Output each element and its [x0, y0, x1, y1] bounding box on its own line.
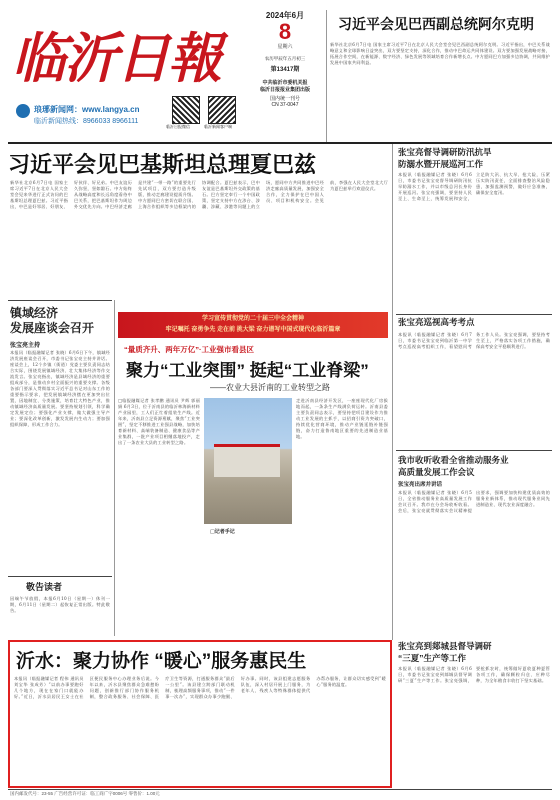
- notice-body: 因端午节放假，本报6月10日（星期一）休刊一期，6月11日（星期二）起恢复正常出版。特此敬告。: [10, 596, 110, 613]
- rule-under-masthead: [8, 142, 552, 144]
- right-story-3-sub: 张宝亮出席并讲话: [398, 482, 443, 488]
- footer-text: 国内邮发代号：23-55 广告经营许可证：临工商广字0006号 零售价：1.00元: [10, 791, 160, 796]
- masthead-divider: [326, 10, 327, 142]
- bottom-story-body: 本报讯（临报融媒记者 程伟 通讯员 刘宝华 张成芳）“以前办事要跑好几个地方，现在在家门口就能办好。”近日，沂水县居民王女士在社区便民服务中心办理业务后说。今年以来，沂水县聚焦群众急难愁盼问题，创新推行部门协作服务机制，整合政务服务、社会保障、医疗卫生等资源，打通服务群众“最后一公里”。该县建立跨部门联动机制，梳理高频服务事项，推动“一件事一次办”，实现群众办事少跑腿、好办事。同时，该县组建志愿服务队伍，深入村居开展上门服务，为老年人、残疾人等特殊群体提供代办帮办服务，让群众切实感受到“暖心”服务的温度。: [14, 676, 386, 699]
- center-divider-left: [114, 300, 115, 636]
- website-label[interactable]: 琅琊新闻网：www.langya.cn: [34, 105, 140, 114]
- weekday: 星期六: [277, 44, 293, 50]
- qr-label-app: 临沂新闻客户端: [204, 124, 232, 129]
- right-story-4-title[interactable]: 张宝亮到郯城县督导调研 “三夏”生产等工作: [398, 641, 492, 663]
- right-divider: [392, 144, 393, 640]
- center-story-left: □临报融媒记者 张孝鹏 通讯员 尹辉 郭丽娟 6月3日，位于沂南县的临沂林海新材料产业园里，工人们正忙着组装生产线。近年来，沂南县立足资源禀赋，聚焦“工业突围”，坚定不移推进工业强县战略，加快培育新材料、高端装备制造、健康食品等产业集群，一批产业项目相继落地投产，走出了一条农业大县的工业转型之路。: [118, 398, 200, 445]
- center-photo: [204, 398, 292, 524]
- rule-right-3: [396, 450, 552, 451]
- right-story-1-title[interactable]: 张宝亮督导调研防汛抗旱 防溺水暨开展巡河工作: [398, 147, 492, 169]
- right-story-2-body: 本报讯（临报融媒记者 张晓）6月7日，市委书记张宝亮到临沂第一中学考点巡视高考组织工作，看望慰问考务工作人员。张宝亮强调，要坚持考生至上，严格落实各项工作措施，确保高考安全平稳顺利进行。: [398, 332, 550, 349]
- qr-code-app: [208, 96, 236, 124]
- left-story-body: 本报讯（临报融媒记者 张晓）6月6日下午，镇域经济发展座谈会召开，市委书记张宝亮主持并讲话。座谈会上，12个乡镇（街道）党委主要负责同志结合实际，围绕发展镇域经济、壮大集体经济等作交流发言。张宝亮指出，镇域经济是县域经济的重要组成部分，是推动乡村全面振兴的重要支撑。各级各部门要深入贯彻落实习近平总书记对山东工作的重要指示要求，把发展镇域经济摆在更加突出位置，因地制宜、分类施策，培育壮大特色产业，推动镇域经济高质量发展。要坚持规划引领，科学确定发展定位；要强化产业支撑，做大做强主导产业；要深化改革创新，激发发展内生动力；要加强组织保障，形成工作合力。: [10, 350, 110, 427]
- qr-label-wechat: 临沂日报微信: [166, 124, 190, 129]
- globe-icon: [16, 104, 30, 118]
- date-box: [252, 10, 318, 122]
- right-story-2-title[interactable]: 张宝亮巡视高考考点: [398, 317, 475, 327]
- right-story-1-body: 本报讯（临报融媒记者 张晓）6月6日，市委书记张宝亮督导调研防汛抗旱防溺水工作，并以市级总河长身份开展巡河。张宝亮强调，要坚持人民至上、生命至上，统筹发展和安全，立足防大汛、抗大旱、抢大险，压紧压实防汛责任，全面排查整治风险隐患，加强监测预警，做好应急准备，确保安全度汛。: [398, 172, 550, 201]
- section-kicker: “量质齐升、两年万亿”·工业强市看县区: [124, 345, 254, 354]
- lunar-date: 农历甲辰年五月初三: [264, 56, 306, 61]
- date-day: 8: [278, 19, 292, 44]
- right-story-4-body: 本报讯（临报融媒记者 张晓）6月6日，市委书记张宝亮到郯城县督导调研“三夏”生产等工作。张宝亮强调，要抢抓农时，统筹做好夏收夏种夏管各项工作，确保颗粒归仓、应种尽种，为全年粮食丰收打下坚实基础。: [398, 666, 550, 683]
- main-headline[interactable]: 习近平会见巴基斯坦总理夏巴兹: [8, 152, 317, 177]
- campaign-banner: 学习宣传贯彻党的二十届三中全会精神 牢记嘱托 奋勇争先 走在前 挑大梁 奋力谱写中国式现代化临沂篇章: [118, 312, 388, 338]
- date-month: 2024年6月: [265, 11, 305, 20]
- serial-number: 第13417期: [270, 67, 300, 73]
- center-headline[interactable]: 聚力“工业突围” 挺起“工业脊梁”: [126, 361, 369, 380]
- cn-number: 国内统一刊号 CN 37-0047: [269, 96, 300, 108]
- top-story-body: 新华社北京6月7日电 国家主席习近平7日在北京人民大会堂会见巴西副总统阿尔克明。习近平指出，中巴关系战略意义和全球影响日益突出，双方要坚定支持，深化合作，推动中巴命运共同体建设。双方要加强发展战略对接，拓展合作空间，在新能源、数字经济、绿色发展等领域培育合作新增长点。中方愿同巴方加强多边协调，共同维护发展中国家共同利益。: [330, 42, 550, 65]
- photo-caption: □记者手记: [210, 529, 235, 535]
- newspaper-logo: 临沂日報: [12, 26, 220, 90]
- notice-title: 敬告读者: [26, 582, 63, 592]
- rule-notice: [8, 576, 112, 577]
- top-headline[interactable]: 习近平会见巴西副总统阿尔克明: [338, 16, 534, 32]
- main-story-body: 新华社北京6月7日电 国家主席习近平7日在北京人民大会堂会见来华进行正式访问的巴基斯坦总理夏巴兹。习近平指出，中巴是好邻居、好朋友、好伙伴、好兄弟。中巴友谊历久弥坚，坚如磐石。中方始终从战略高度和长远角度看待中巴关系，把巴基斯坦作为周边外交优先方向。中巴经济走廊是共建“一带一路”的重要先行先试项目，双方要打造升级版，推动走廊建设提质升级。中方愿同巴方密切在联合国、上海合作组织等多边框架内的协调配合。夏巴兹表示，巴中友谊是巴基斯坦外交政策的基石。巴方坚定奉行一个中国政策，坚定支持中方在涉台、涉疆、涉藏、涉港等问题上的立场，愿同中方共同推进中巴经济走廊高质量发展，加强安全合作，全力保护在巴中国人员、项目和机构安全。会见前，李强在人民大会堂北大厅为夏巴兹举行欢迎仪式。: [10, 180, 388, 209]
- hotline: 临沂新闻热线：8966033 8966111: [34, 118, 139, 125]
- qr-code-wechat: [172, 96, 200, 124]
- center-subhead: ——农业大县沂南的工业转型之路: [210, 383, 330, 392]
- rule-left-story: [8, 300, 112, 301]
- photo-building: [214, 444, 280, 477]
- left-story-sub: 张宝亮主持: [10, 342, 41, 349]
- footer-rule: [8, 789, 552, 790]
- publisher: 中共临沂市委机关报 临沂日报报业集团出版: [259, 80, 310, 93]
- left-story-title[interactable]: 镇域经济 发展座谈会召开: [10, 306, 95, 335]
- bottom-headline[interactable]: 沂水：聚力协作 “暖心”服务惠民生: [16, 651, 307, 672]
- rule-right-2: [396, 314, 552, 315]
- center-story-right: 走进沂南县经济开发区，一座座现代化厂房拔地而起，一条条生产线满负荷运转。沂南县委主要负责同志表示，要坚持把项目建设作为推动工业发展的主抓手，以招商引资为突破口，持续优化营商环境，推动产业链延链补链强链，奋力打造鲁南地区重要的先进制造业基地。: [296, 398, 388, 439]
- right-story-3-body: 本报讯（临报融媒记者 张晓）6月5日，全省推动服务业高质量发展工作会议召开。我市在分会场收听收看。会后，张宝亮就贯彻落实会议精神提出要求，强调要加快构建优质高效的服务业新体系，推动现代服务业同先进制造业、现代农业深度融合。: [398, 490, 550, 513]
- right-story-3-title[interactable]: 我市收听收看全省推动服务业 高质量发展工作会议: [398, 455, 509, 477]
